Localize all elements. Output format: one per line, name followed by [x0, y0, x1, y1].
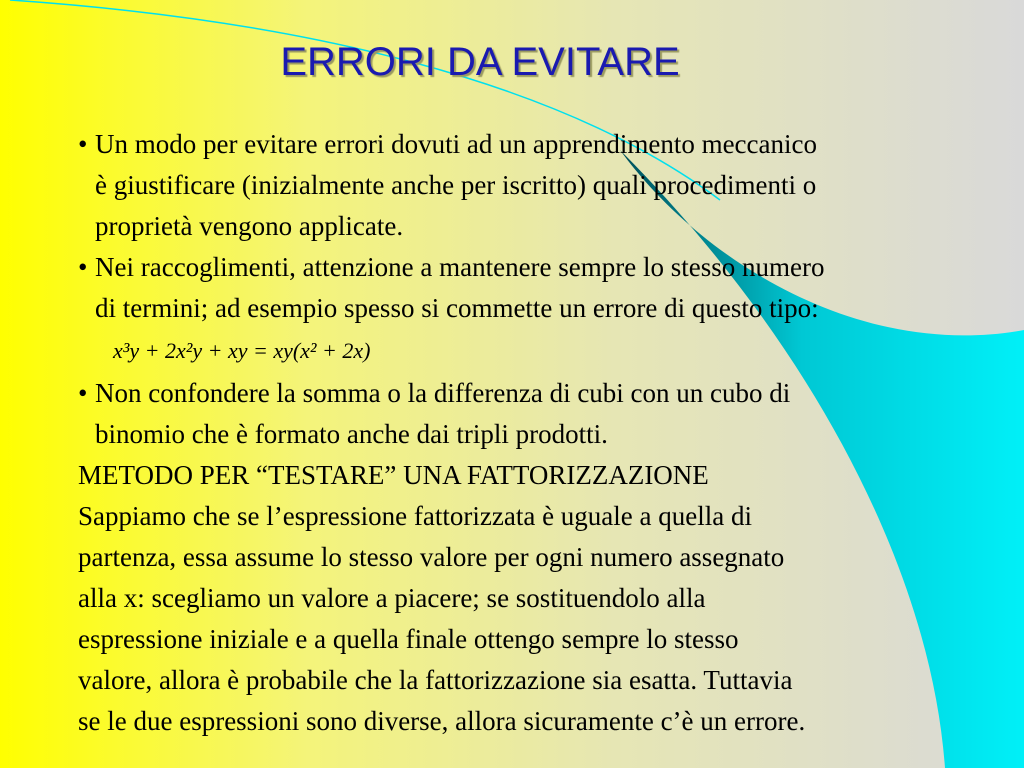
bullet-marker: • — [78, 129, 88, 159]
bullet-item — [78, 373, 1018, 455]
method-line: alla x: scegliamo un valore a piacere; se sostituendolo alla — [78, 583, 706, 613]
bullet-line: proprietà vengono applicate. — [95, 211, 404, 241]
bullet-line: Non confondere la somma o la differenza di cubi con un cubo di — [95, 378, 791, 408]
bullet-marker: • — [78, 252, 88, 282]
bullet-line: è giustificare (inizialmente anche per iscritto) quali procedimenti o — [95, 170, 817, 200]
bullet-line: binomio che è formato anche dai tripli prodotti. — [95, 419, 608, 449]
method-line: espressione iniziale e a quella finale ottengo sempre lo stesso — [78, 624, 739, 654]
bullet-item — [78, 247, 1018, 373]
slide-body — [78, 124, 1018, 742]
method-line: valore, allora è probabile che la fattorizzazione sia esatta. Tuttavia — [78, 665, 793, 695]
bullet-line: Nei raccoglimenti, attenzione a mantenere sempre lo stesso numero — [95, 252, 825, 282]
bullet-item — [78, 124, 1018, 247]
method-heading: METODO PER “TESTARE” UNA FATTORIZZAZIONE — [78, 460, 709, 490]
method-line: partenza, essa assume lo stesso valore per ogni numero assegnato — [78, 542, 785, 572]
method-line: Sappiamo che se l’espressione fattorizzata è uguale a quella di — [78, 501, 752, 531]
bullet-line: Un modo per evitare errori dovuti ad un apprendimento meccanico — [95, 129, 817, 159]
formula-example: x³y + 2x²y + xy = xy(x² + 2x) — [113, 338, 371, 363]
bullet-line: di termini; ad esempio spesso si commette un errore di questo tipo: — [95, 293, 819, 323]
bullet-marker: • — [78, 378, 88, 408]
slide-title: ERRORI DA EVITARE — [280, 40, 680, 84]
method-line: se le due espressioni sono diverse, allora sicuramente c’è un errore. — [78, 706, 806, 736]
